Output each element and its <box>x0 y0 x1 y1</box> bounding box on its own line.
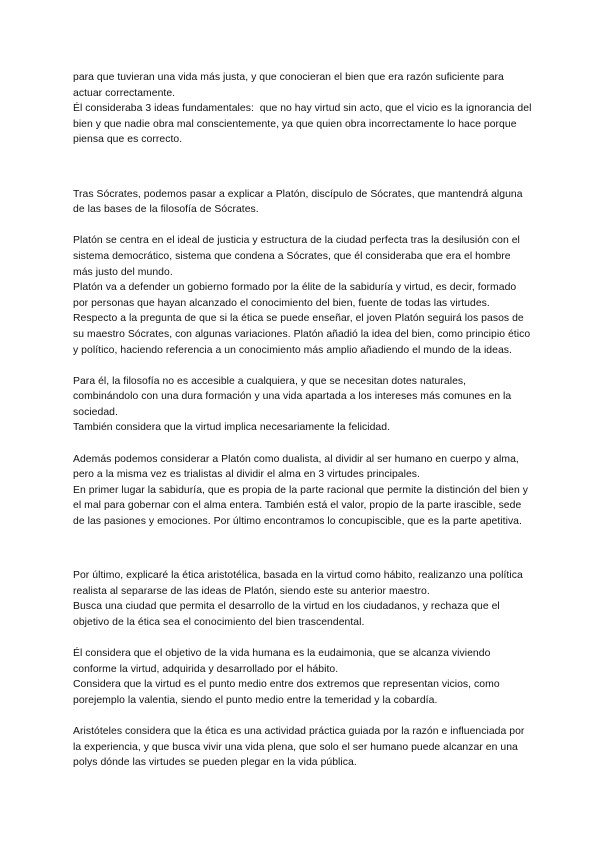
document-body <box>73 70 533 771</box>
section-spacer <box>73 530 533 553</box>
section-spacer <box>73 553 533 569</box>
paragraph-4: Platón se centra en el ideal de justicia y estructura de la ciudad perfecta tras la desilusión con el sistema democrático, sistema que condena a Sócrates, que él consideraba que era el hombre más justo del mundo. <box>73 235 523 278</box>
paragraph-spacer <box>73 709 533 725</box>
section-spacer <box>73 148 533 171</box>
section-spacer <box>73 171 533 187</box>
paragraph-spacer <box>73 436 533 452</box>
paragraph-spacer <box>73 358 533 374</box>
paragraph-1: para que tuvieran una vida más justa, y que conocieran el bien que era razón suficiente para actuar correctamente. <box>73 72 507 99</box>
paragraph-12: Busca una ciudad que permita el desarrollo de la virtud en los ciudadanos, y rechaza que el objetivo de la ética sea el conocimiento del bien trascendental. <box>73 601 503 628</box>
paragraph-14: Considera que la virtud es el punto medio entre dos extremos que representan vicios, como porejemplo la valentia, siendo el punto medio entre la temeridad y la cobardía. <box>73 679 503 706</box>
paragraph-10: En primer lugar la sabiduría, que es propia de la parte racional que permite la distinción del bien y el mal para gobernar con el alma entera. También está el valor, propio de la parte irascible, sede de las pasiones y emociones. Por último encontramos lo concupiscible, que es la parte apetitiva. <box>73 484 531 528</box>
paragraph-6: Respecto a la pregunta de que si la ética se puede enseñar, el joven Platón seguirá los pasos de su maestro Sócrates, con algunas variaciones. Platón añadió la idea del bien, como principio ético y político, haciendo referencia a un conocimiento más amplio añadiendo el mundo de la ideas. <box>73 313 534 356</box>
paragraph-11: Por último, explicaré la ética aristotélica, basada en la virtud como hábito, realizanzo una política realista al separarse de las ideas de Platón, siendo este su anterior maestro. <box>73 570 526 597</box>
paragraph-7: Para él, la filosofía no es accesible a cualquiera, y que se necesitan dotes naturales, combinándolo con una dura formación y una vida apartada a los intereses más comunes en la sociedad. <box>73 375 515 418</box>
paragraph-2: Él consideraba 3 ideas fundamentales: que no hay virtud sin acto, que el vicio es la ignorancia del bien y que nadie obra mal conscientemente, ya que quien obra incorrectamente lo hace porque piensa que es correcto. <box>73 103 535 146</box>
paragraph-spacer <box>73 218 533 234</box>
paragraph-8: También considera que la virtud implica necesariamente la felicidad. <box>73 422 391 434</box>
paragraph-3: Tras Sócrates, podemos pasar a explicar a Platón, discípulo de Sócrates, que mantendrá alguna de las bases de la filosofía de Sócrates. <box>73 188 526 216</box>
paragraph-15: Aristóteles considera que la ética es una actividad práctica guiada por la razón e influenciada por la experiencia, y que busca vivir una vida plena, que solo el ser humano puede alcanzar en una polys dónde las virtudes se pueden plegar en la vida pública. <box>73 726 528 769</box>
paragraph-spacer <box>73 631 533 647</box>
paragraph-5: Platón va a defender un gobierno formado por la élite de la sabiduría y virtud, es decir, formado por personas que hayan alcanzado el conocimiento del bien, fuente de todas las virtudes. <box>73 282 520 309</box>
paragraph-13: Él considera que el objetivo de la vida humana es la eudaimonia, que se alcanza viviendo conforme la virtud, adquirida y desarrollado por el hábito. <box>73 648 494 675</box>
paragraph-9: Además podemos considerar a Platón como dualista, al dividir al ser humano en cuerpo y alma, pero a la misma vez es trialistas al dividir el alma en 3 virtudes principales. <box>73 453 522 481</box>
